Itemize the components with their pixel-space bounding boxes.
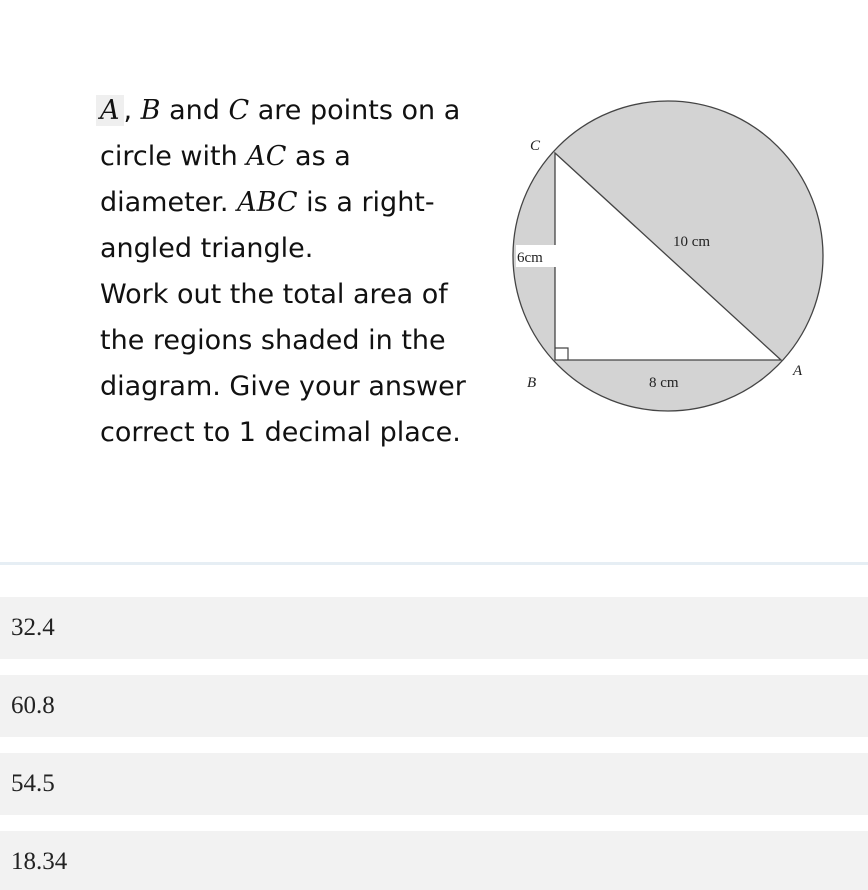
answer-option-label: 32.4 [11, 614, 55, 641]
question-text-segment: is a right- [297, 187, 435, 218]
answer-option-4[interactable] [0, 831, 868, 890]
question-text-segment: as a [286, 141, 351, 172]
answer-option-label: 18.34 [11, 848, 68, 875]
answer-option-1[interactable] [0, 597, 868, 659]
answer-option-label: 60.8 [11, 692, 55, 719]
question-line [100, 410, 470, 456]
question-text [100, 88, 470, 456]
math-variable: ABC [237, 187, 298, 218]
answer-option-2[interactable] [0, 675, 868, 737]
question-line [100, 88, 470, 134]
math-variable: AC [246, 141, 287, 172]
question-line [100, 226, 470, 272]
question-line [100, 134, 470, 180]
side-bc-label: 6cm [517, 250, 543, 266]
question-line [100, 364, 470, 410]
section-divider [0, 562, 868, 565]
math-variable: A [96, 95, 124, 126]
question-text-segment: and [160, 95, 229, 126]
math-variable: C [228, 95, 250, 126]
question-line [100, 180, 470, 226]
question-text-segment: Work out the total area of [100, 279, 448, 310]
question-line [100, 272, 470, 318]
question-text-segment: circle with [100, 141, 247, 172]
question-text-segment: diameter. [100, 187, 238, 218]
vertex-c-label: C [530, 138, 541, 154]
answer-option-label: 54.5 [11, 770, 55, 797]
answer-option-3[interactable] [0, 753, 868, 815]
question-text-segment: correct to 1 decimal place. [100, 417, 461, 448]
vertex-a-label: A [793, 363, 803, 379]
side-ab-label: 8 cm [649, 375, 679, 391]
circle-triangle-diagram [505, 95, 835, 425]
question-text-segment: the regions shaded in the [100, 325, 446, 356]
math-variable: B [140, 95, 161, 126]
question-line [100, 318, 470, 364]
question-text-segment: angled triangle. [100, 233, 314, 264]
question-text-segment: are points on a [249, 95, 461, 126]
side-ac-label: 10 cm [673, 234, 711, 250]
answer-options [0, 597, 868, 890]
vertex-b-label: B [527, 375, 537, 391]
question-text-segment: diagram. Give your answer [100, 371, 466, 402]
question-text-segment: , [123, 95, 141, 126]
